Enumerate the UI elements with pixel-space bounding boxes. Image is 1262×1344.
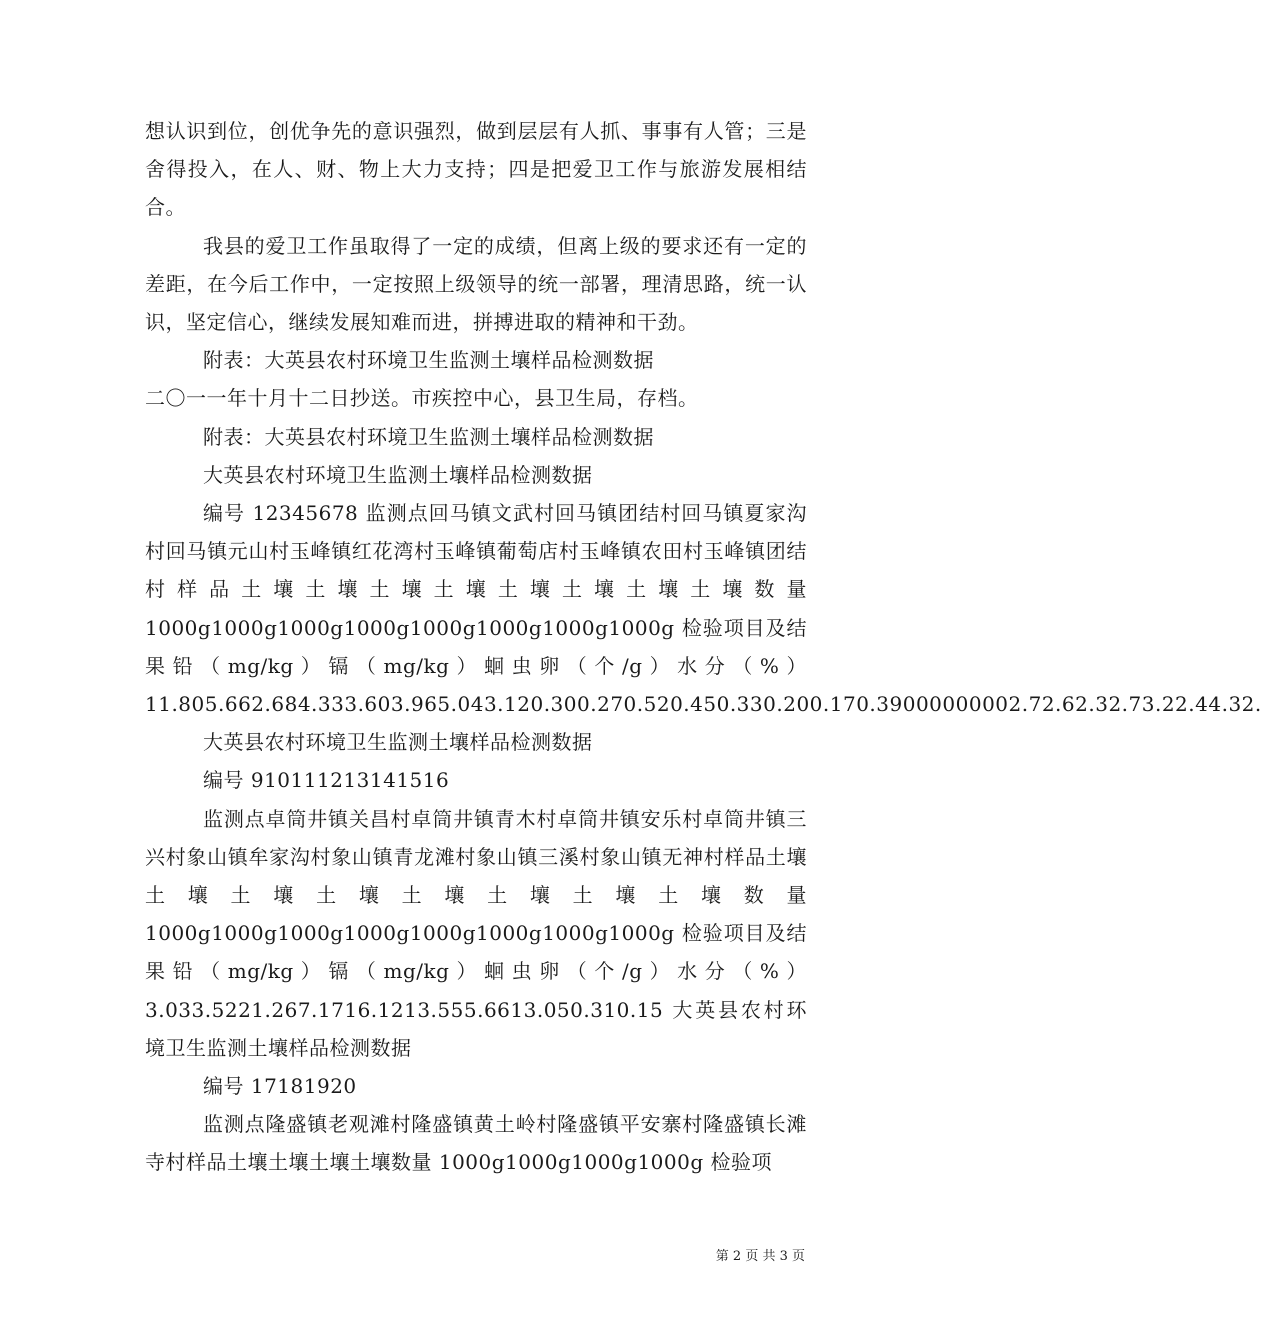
document-body [145, 112, 1262, 1182]
paragraph: 想认识到位，创优争先的意识强烈，做到层层有人抓、事事有人管；三是舍得投入，在人、财、物上大力支持；四是把爱卫工作与旅游发展相结合。 [145, 119, 807, 220]
paragraph: 大英县农村环境卫生监测土壤样品检测数据 [203, 462, 593, 487]
paragraph: 我县的爱卫工作虽取得了一定的成绩，但离上级的要求还有一定的差距，在今后工作中，一定按照上级领导的统一部署，理清思路，统一认识，坚定信心，继续发展知难而进，拼搏进取的精神和干劲。 [145, 233, 807, 335]
paragraph: 编号 12345678 监测点回马镇文武村回马镇团结村回马镇夏家沟村回马镇元山村玉峰镇红花湾村玉峰镇葡萄店村玉峰镇农田村玉峰镇团结村样品土壤土壤土壤土壤土壤土壤土壤土壤数量1000g1000g1000g1000g1000g1000g1000g1000g 检验项目及结果铅（mg/kg）镉（mg/kg）蛔虫卵（个/g）水分（%）11.805.662.684.333.603.965.043.120.300.270.520.450.330.200.170.39000000002.72.62.32.73.22.44.32. [145, 501, 1262, 717]
paragraph: 监测点卓筒井镇关昌村卓筒井镇青木村卓筒井镇安乐村卓筒井镇三兴村象山镇牟家沟村象山镇青龙滩村象山镇三溪村象山镇无神村样品土壤土壤土壤土壤土壤土壤土壤土壤数量1000g1000g1000g1000g1000g1000g1000g1000g 检验项目及结果铅（mg/kg）镉（mg/kg）蛔虫卵（个/g）水分（%）3.033.5221.267.1716.1213.555.6613.050.310.15 大英县农村环境卫生监测土壤样品检测数据 [145, 806, 807, 1060]
page-number: 第 2 页 共 3 页 [715, 1249, 805, 1264]
paragraph: 编号 17181920 [203, 1074, 357, 1099]
paragraph: 大英县农村环境卫生监测土壤样品检测数据 [203, 730, 593, 755]
paragraph: 附表：大英县农村环境卫生监测土壤样品检测数据 [203, 424, 654, 449]
paragraph: 二〇一一年十月十二日抄送。市疾控中心，县卫生局，存档。 [145, 386, 699, 411]
paragraph: 编号 910111213141516 [203, 768, 450, 793]
paragraph: 附表：大英县农村环境卫生监测土壤样品检测数据 [203, 348, 654, 373]
paragraph: 监测点隆盛镇老观滩村隆盛镇黄土岭村隆盛镇平安寨村隆盛镇长滩寺村样品土壤土壤土壤土壤数量 1000g1000g1000g1000g 检验项 [145, 1112, 807, 1175]
